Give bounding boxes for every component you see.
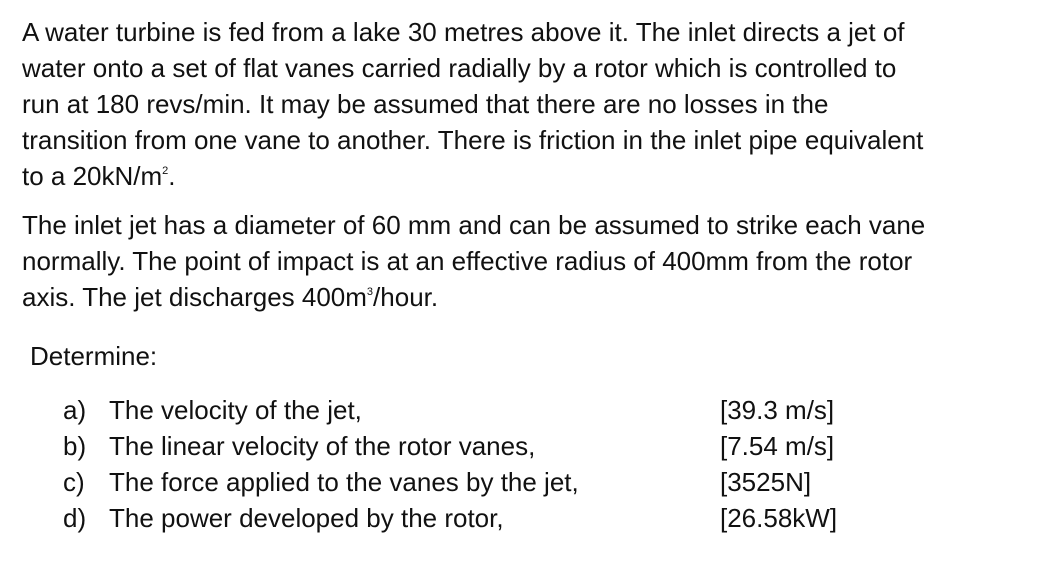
superscript: 3 <box>366 286 374 298</box>
question-letter: d) <box>63 503 87 533</box>
question-text: The power developed by the rotor, <box>109 503 504 533</box>
question-text: The force applied to the vanes by the jet, <box>109 467 579 497</box>
paragraph-line: A water turbine is fed from a lake 30 metres above it. The inlet directs a jet of <box>22 17 905 47</box>
problem-paragraph-1 <box>22 14 1037 194</box>
question-item <box>63 428 963 464</box>
paragraph-line: transition from one vane to another. There is friction in the inlet pipe equivalent <box>22 125 924 155</box>
question-letter: c) <box>63 467 85 497</box>
question-answer: [3525N] <box>720 467 812 497</box>
problem-paragraph-2 <box>22 207 1037 315</box>
question-letter: b) <box>63 431 87 461</box>
superscript: 2 <box>162 165 169 177</box>
question-answer: [26.58kW] <box>720 503 838 533</box>
question-item <box>63 464 963 500</box>
question-letter: a) <box>63 395 87 425</box>
paragraph-line <box>22 158 1037 194</box>
question-answer: [7.54 m/s] <box>720 431 835 461</box>
line-end: /hour. <box>373 282 439 312</box>
paragraph-line <box>22 279 1037 315</box>
paragraph-line: water onto a set of flat vanes carried radially by a rotor which is controlled to <box>22 53 897 83</box>
line-text: axis. The jet discharges 400m <box>22 282 367 312</box>
determine-heading: Determine: <box>30 341 158 371</box>
paragraph-line: normally. The point of impact is at an effective radius of 400mm from the rotor <box>22 246 913 276</box>
paragraph-line: The inlet jet has a diameter of 60 mm and can be assumed to strike each vane <box>22 210 926 240</box>
question-answer: [39.3 m/s] <box>720 395 835 425</box>
paragraph-line: run at 180 revs/min. It may be assumed that there are no losses in the <box>22 89 829 119</box>
question-item <box>63 392 963 428</box>
line-end: . <box>168 161 176 191</box>
question-list <box>63 392 963 536</box>
question-text: The velocity of the jet, <box>109 395 362 425</box>
line-text: to a 20kN/m <box>22 161 163 191</box>
question-text: The linear velocity of the rotor vanes, <box>109 431 536 461</box>
question-item <box>63 500 963 536</box>
